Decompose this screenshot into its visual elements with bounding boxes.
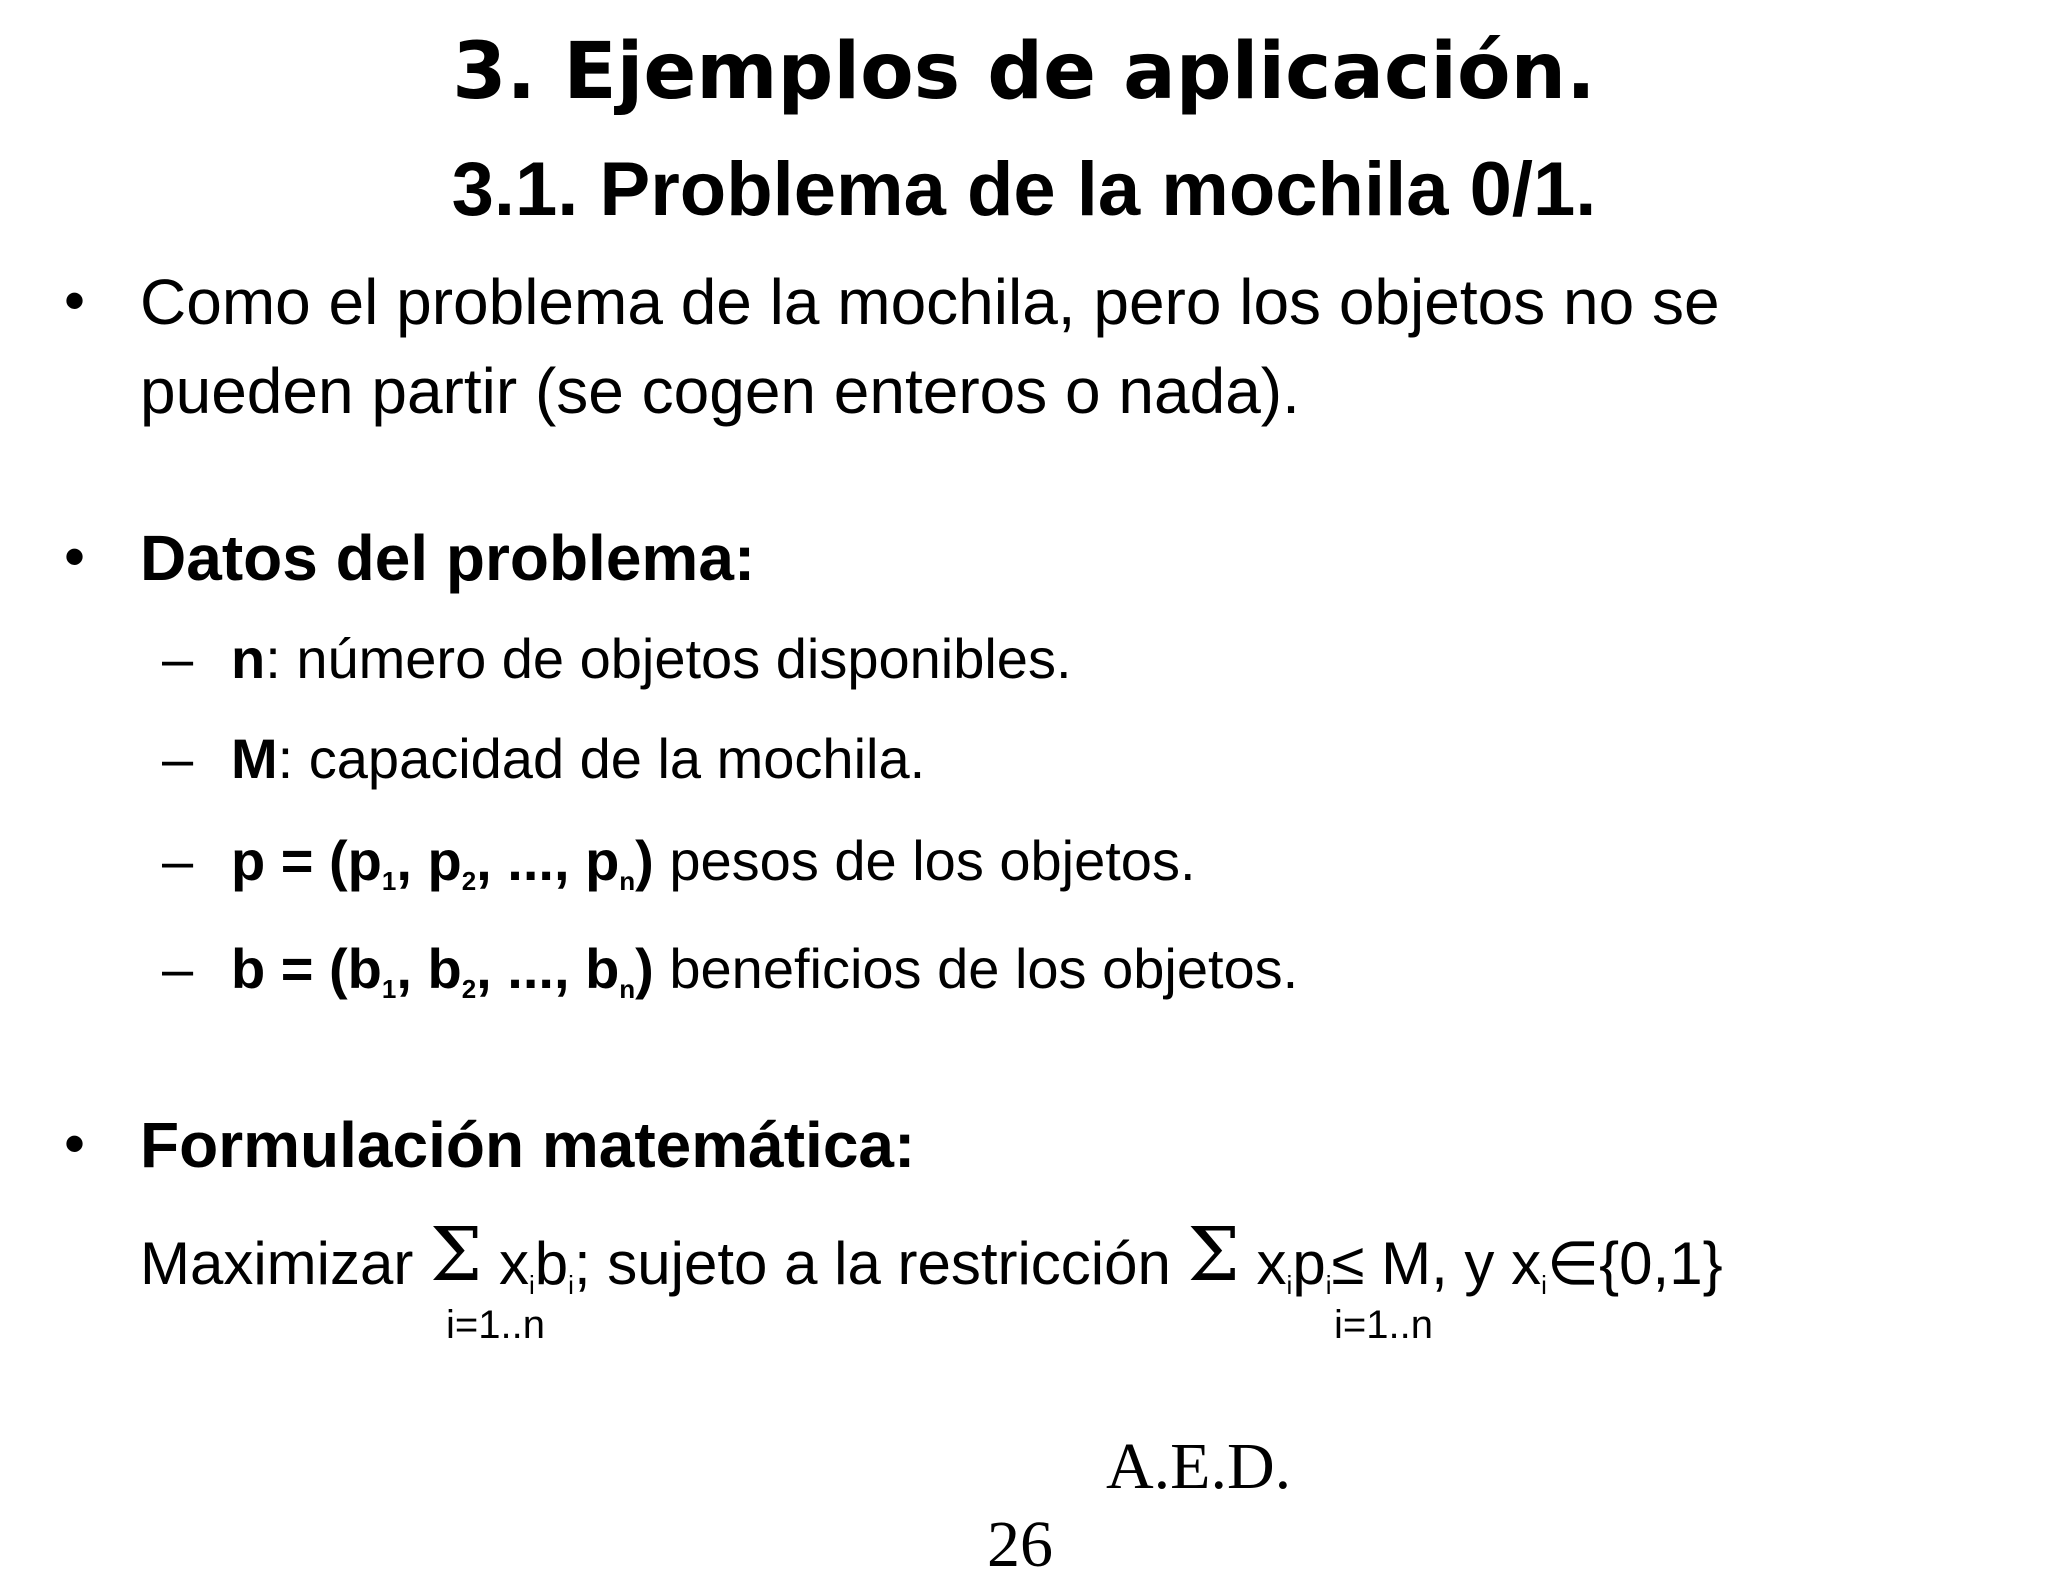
item-p (231, 816, 1196, 906)
item-b (231, 924, 1298, 1014)
page-number: 26 (987, 1508, 1053, 1581)
sigma-symbol: Σ (430, 1212, 483, 1298)
element-of-symbol: ∈ (1546, 1230, 1600, 1297)
bullet-marker: • (64, 267, 86, 334)
item-b-vector: $b = (b_1$, $b_2$, ..., $b_n$) (231, 937, 654, 1004)
bullet-1-line-2: pueden partir (se cogen enteros o nada). (140, 355, 1300, 427)
slide-title: 3. Ejemplos de aplicación. (452, 27, 1596, 117)
bullet-marker: • (64, 1110, 86, 1177)
item-b-text: beneficios de los objetos. (653, 937, 1299, 1000)
dash-marker: – (162, 829, 194, 892)
dash-marker: – (162, 627, 194, 690)
item-p-text: pesos de los objetos. (653, 829, 1196, 892)
item-p-vector: $p = (p_1$, $p_2$, ..., $p_n$) (231, 829, 654, 896)
item-M-symbol: M (231, 727, 278, 790)
item-n (231, 614, 1072, 704)
footer-label: A.E.D. (1106, 1430, 1292, 1503)
bullet-marker: • (64, 523, 86, 590)
sum-index-range: i=1..n (1334, 1303, 1433, 1347)
item-n-text: : número de objetos disponibles. (265, 627, 1072, 690)
dash-marker: – (162, 937, 194, 1000)
bullet-3-heading: Formulación matemática: (140, 1109, 916, 1181)
sum-index-range: i=1..n (446, 1303, 545, 1347)
item-n-symbol: n (231, 627, 266, 690)
bullet-2-heading: Datos del problema: (140, 522, 756, 594)
sigma-symbol: Σ (1187, 1212, 1240, 1298)
bullet-1-line-1: Como el problema de la mochila, pero los objetos no se (140, 266, 1720, 338)
dash-marker: – (162, 727, 194, 790)
item-M (231, 714, 925, 804)
slide-subtitle: 3.1. Problema de la mochila 0/1. (451, 147, 1597, 232)
item-M-text: : capacidad de la mochila. (277, 727, 926, 790)
objective-formula: Maximizar Σ $x_ib_i$; sujeto a la restricción Σ $x_ip_i\le M$, y $x_i\in\{0,1\}$ (140, 1212, 1723, 1300)
